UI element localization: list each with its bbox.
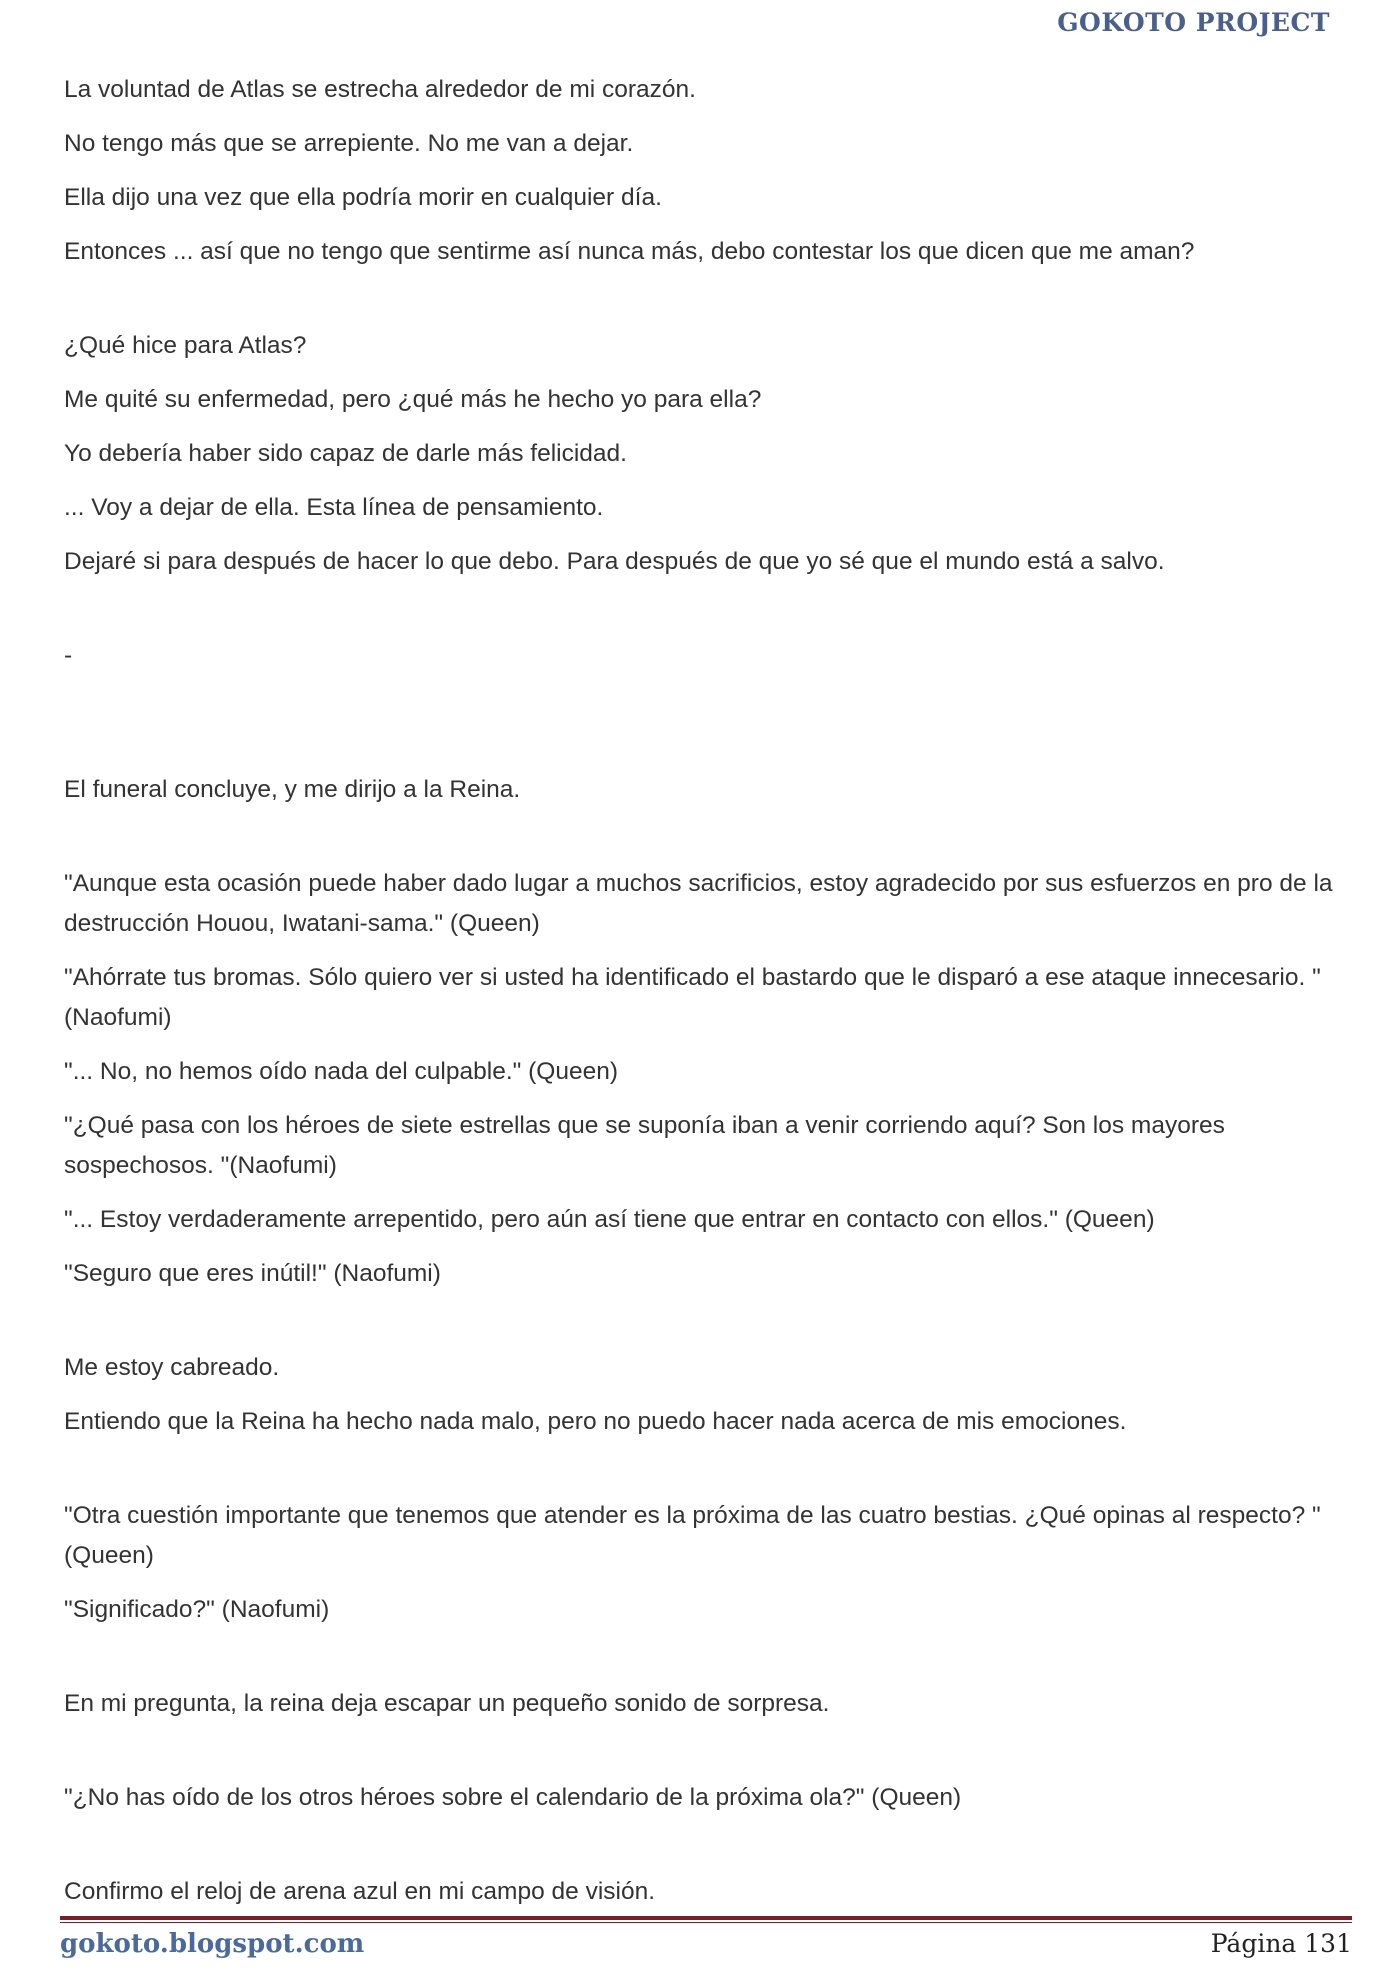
spacer <box>64 1308 1339 1348</box>
paragraph: ¿Qué hice para Atlas? <box>64 332 307 359</box>
page-number: Página 131 <box>1210 1929 1352 1958</box>
spacer <box>64 1738 1339 1778</box>
footer-row <box>60 1929 1352 1959</box>
footer-divider <box>60 1916 1352 1923</box>
paragraph: La voluntad de Atlas se estrecha alrededor de mi corazón. <box>64 76 696 103</box>
scene-break: - <box>64 642 73 669</box>
dialogue-line: "... Estoy verdaderamente arrepentido, pero aún así tiene que entrar en contacto con ellos." (Queen) <box>64 1206 1155 1233</box>
dialogue-line: "Aunque esta ocasión puede haber dado lugar a muchos sacrificios, estoy agradecido por sus esfuerzos en pro de la destrucción Houou, Iwatani-sama." (Queen) <box>64 870 1340 937</box>
spacer <box>64 286 1339 326</box>
dialogue-line: "Significado?" (Naofumi) <box>64 1596 330 1623</box>
paragraph: Yo debería haber sido capaz de darle más felicidad. <box>64 440 627 467</box>
spacer <box>64 824 1339 864</box>
paragraph: Ella dijo una vez que ella podría morir en cualquier día. <box>64 184 662 211</box>
document-body <box>64 70 1339 1926</box>
dialogue-line: "¿Qué pasa con los héroes de siete estrellas que se suponía iban a venir corriendo aquí? Son los mayores sospechosos. "(Naofumi) <box>64 1112 1232 1179</box>
paragraph: ... Voy a dejar de ella. Esta línea de pensamiento. <box>64 494 604 521</box>
dialogue-line: "Ahórrate tus bromas. Sólo quiero ver si usted ha identificado el bastardo que le disparó a ese ataque innecesario. "(Naofumi) <box>64 964 1321 1031</box>
header-brand: GOKOTO PROJECT <box>1057 8 1330 37</box>
spacer <box>64 1832 1339 1872</box>
page-footer <box>60 1916 1352 1959</box>
paragraph: No tengo más que se arrepiente. No me van a dejar. <box>64 130 634 157</box>
paragraph: Entonces ... así que no tengo que sentirme así nunca más, debo contestar los que dicen que me aman? <box>64 238 1195 265</box>
paragraph: Dejaré si para después de hacer lo que debo. Para después de que yo sé que el mundo está a salvo. <box>64 548 1165 575</box>
paragraph: Confirmo el reloj de arena azul en mi campo de visión. <box>64 1878 656 1905</box>
paragraph: El funeral concluye, y me dirijo a la Reina. <box>64 776 521 803</box>
spacer <box>64 596 1339 636</box>
spacer <box>64 690 1339 770</box>
dialogue-line: "Seguro que eres inútil!" (Naofumi) <box>64 1260 441 1287</box>
dialogue-line: "... No, no hemos oído nada del culpable." (Queen) <box>64 1058 619 1085</box>
spacer <box>64 1644 1339 1684</box>
paragraph: Me estoy cabreado. <box>64 1354 280 1381</box>
dialogue-line: "¿No has oído de los otros héroes sobre el calendario de la próxima ola?" (Queen) <box>64 1784 962 1811</box>
paragraph: Me quité su enfermedad, pero ¿qué más he hecho yo para ella? <box>64 386 762 413</box>
dialogue-line: "Otra cuestión importante que tenemos que atender es la próxima de las cuatro bestias. ¿Qué opinas al respecto? "(Queen) <box>64 1502 1321 1569</box>
paragraph: Entiendo que la Reina ha hecho nada malo, pero no puedo hacer nada acerca de mis emociones. <box>64 1408 1127 1435</box>
paragraph: En mi pregunta, la reina deja escapar un pequeño sonido de sorpresa. <box>64 1690 830 1717</box>
spacer <box>64 1456 1339 1496</box>
site-link[interactable]: gokoto.blogspot.com <box>60 1929 365 1959</box>
